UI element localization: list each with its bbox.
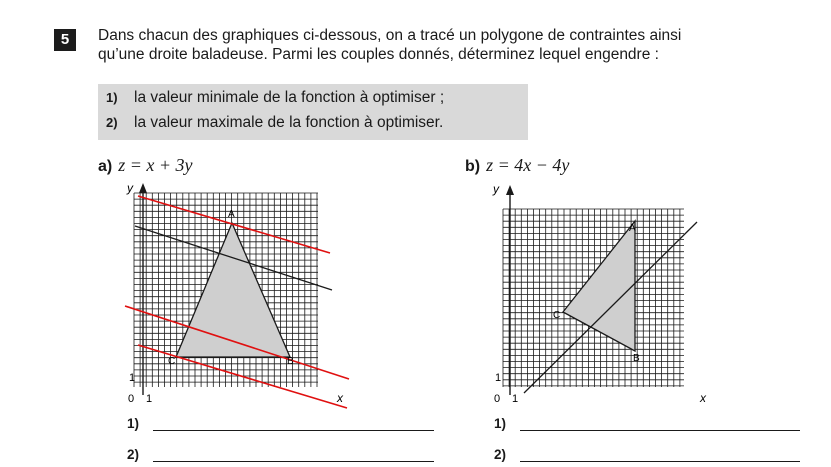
answer-a-1-line[interactable]: [153, 430, 434, 431]
answer-b-2-line[interactable]: [520, 461, 800, 462]
graph-a-vertex-C: C: [168, 356, 176, 367]
answer-b-1-line[interactable]: [520, 430, 800, 431]
graph-a-origin: 0: [128, 393, 135, 405]
graph-b-vertex-B: B: [633, 353, 640, 364]
sub-question-1-text: la valeur minimale de la fonction à optimiser ;: [134, 89, 445, 106]
graph-b-polygon: [563, 221, 635, 351]
sub-question-1-number: 1): [106, 90, 118, 105]
graph-b-origin: 0: [494, 393, 501, 405]
sub-question-2-text: la valeur maximale de la fonction à optimiser.: [134, 114, 444, 131]
graph-a-vertex-A: A: [228, 209, 235, 220]
graph-b-tick-y: 1: [495, 372, 502, 384]
graph-a-vertex-B: B: [287, 356, 294, 367]
instruction-line-1: Dans chacun des graphiques ci-dessous, on a tracé un polygone de contraintes ainsi: [98, 27, 682, 44]
graph-b-vertex-C: C: [553, 310, 561, 321]
exercise-number-badge: 5: [54, 29, 76, 51]
graph-b-vertex-A: A: [629, 223, 636, 234]
answer-b-2-label: 2): [494, 447, 507, 462]
sub-question-2-number: 2): [106, 115, 118, 130]
graph-b-x-label: x: [700, 391, 706, 405]
part-a-equation: z = x + 3y: [118, 155, 193, 175]
answer-b-1-label: 1): [494, 416, 507, 431]
part-b-equation: z = 4x − 4y: [486, 155, 570, 175]
part-b-letter: b): [465, 158, 481, 175]
graph-b-y-arrow: [506, 185, 514, 195]
part-a-letter: a): [98, 158, 113, 175]
graph-b-y-label: y: [493, 182, 499, 196]
graph-b-tick-x: 1: [512, 393, 519, 405]
graph-a-tick-y: 1: [129, 372, 136, 384]
instruction-line-2: qu’une droite baladeuse. Parmi les couples donnés, déterminez lequel engendre :: [98, 46, 659, 63]
answer-a-2-label: 2): [127, 447, 140, 462]
graph-a-tick-x: 1: [146, 393, 153, 405]
answer-a-2-line[interactable]: [153, 461, 434, 462]
answer-a-1-label: 1): [127, 416, 140, 431]
graph-a-x-label: x: [337, 391, 343, 405]
graph-a-y-label: y: [127, 181, 133, 195]
